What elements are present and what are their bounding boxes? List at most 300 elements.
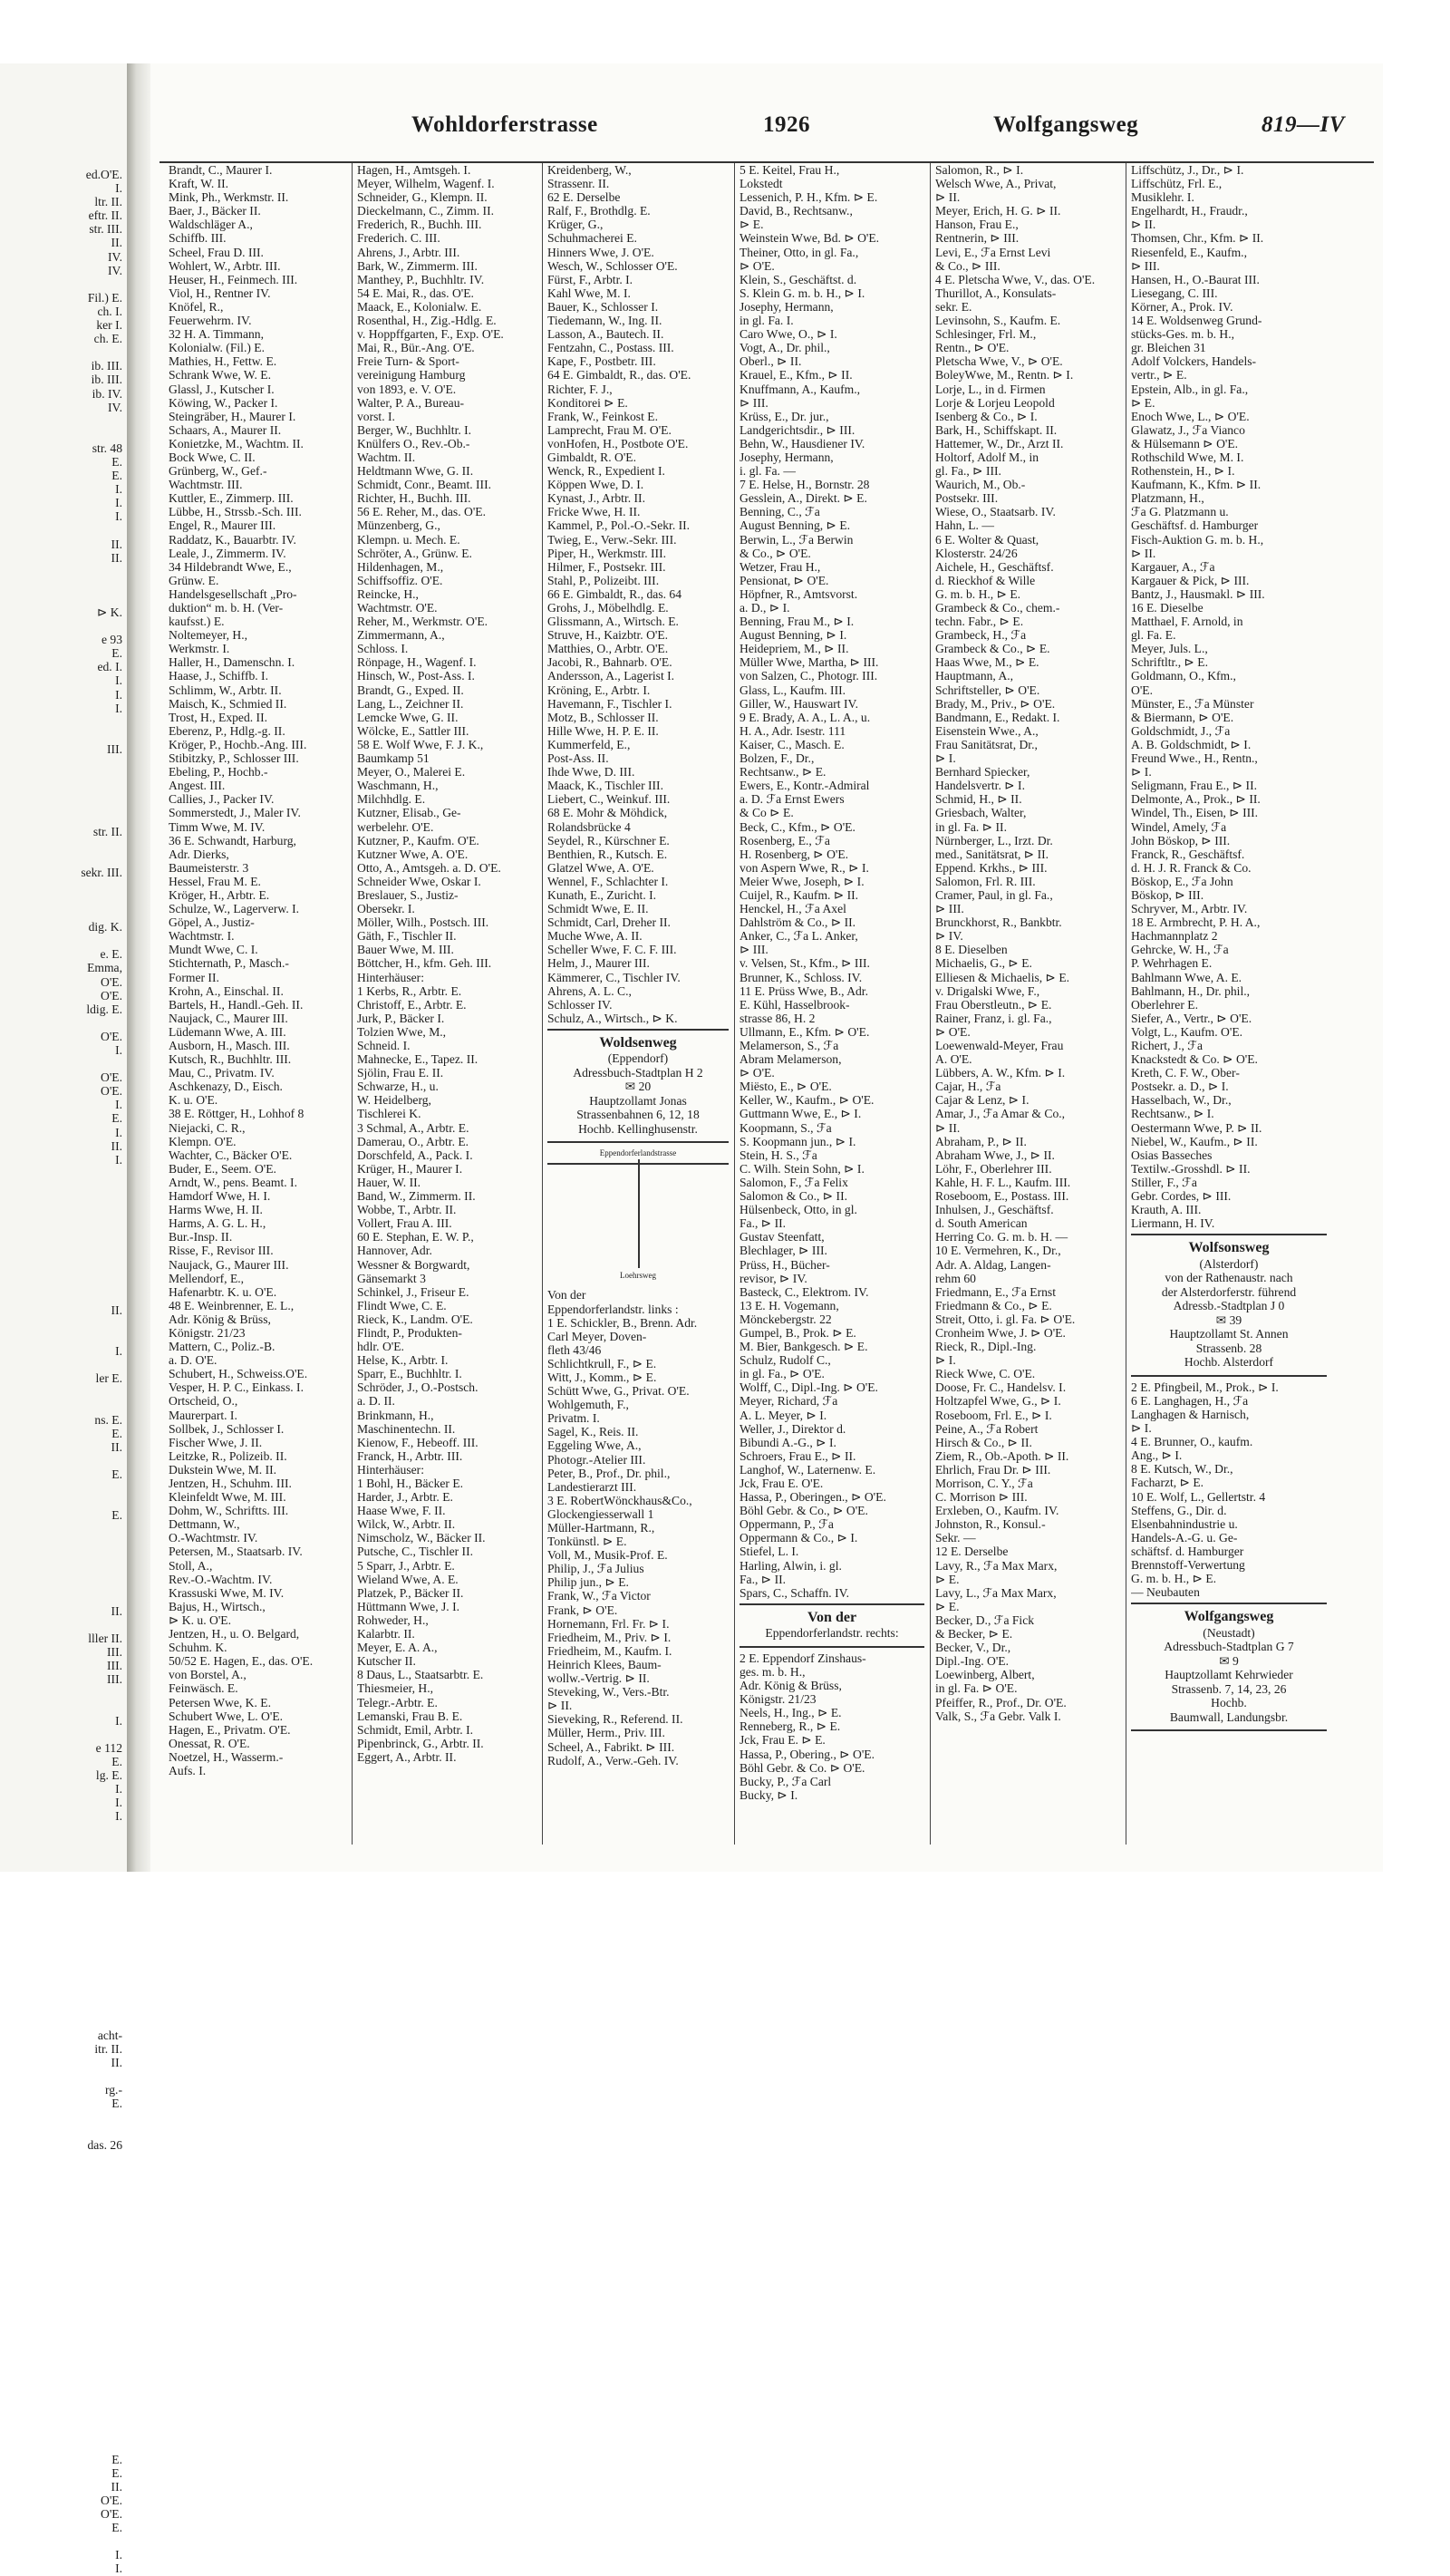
fragment-line: ed.O'E. [85,168,122,181]
directory-entry-line: Platzmann, H., [1131,491,1204,506]
directory-entry-line: Weller, J., Direktor d. [740,1421,846,1436]
directory-entry-line: Flindt, P., Produkten- [357,1325,462,1340]
directory-entry-line: Höpfner, R., Amtsvorst. [740,586,858,601]
directory-entry-line: Neels, H., Ing., ⊳ E. [740,1706,842,1720]
directory-entry-line: Nürnberger, L., Irzt. Dr. [935,833,1053,847]
fragment-line: E. [111,1508,122,1523]
fragment-line [0,1960,125,1973]
directory-entry-line: Bucky, P., ℱa Carl [740,1774,832,1788]
directory-entry-line: Lavy, R., ℱa Max Marx, [935,1558,1058,1573]
fragment-line: II. [111,2055,122,2069]
directory-entry-line: Meyer, Erich, H. G. ⊳ II. [935,204,1061,218]
fragment-line: E. [111,1426,122,1440]
directory-entry-line: Theiner, Otto, in gl. Fa., [740,245,859,259]
directory-entry-line: Haas Wwe, M., ⊳ E. [935,655,1039,670]
directory-entry-line: Frau Oberstleutn., ⊳ E. [935,997,1052,1012]
directory-entry-line: S. Koopmann jun., ⊳ I. [740,1134,856,1148]
directory-entry-line: Lavy, L., ℱa Max Marx, [935,1585,1057,1600]
fragment-line [0,2289,125,2302]
directory-entry-line: Rentnerin, ⊳ III. [935,231,1020,246]
directory-entry-line: ges. m. b. H., [740,1664,806,1679]
directory-entry-line: Lokstedt [740,177,783,191]
directory-entry-line: Former II. [169,970,219,984]
directory-entry-line: Lessenich, P. H., Kfm. ⊳ E. [740,190,878,205]
directory-entry-line: Sieveking, R., Referend. II. [547,1712,683,1727]
directory-entry-line: 3 E. RobertWönckhaus&Co., [547,1493,692,1507]
directory-entry-line: August Benning, ⊳ E. [740,518,851,533]
fragment-line [0,1823,125,1836]
fragment-line: II. [111,236,122,250]
directory-entry-line: Hinterhäuser: [357,970,424,984]
directory-entry-line: Meyer, Juls. L., [1131,642,1208,656]
directory-entry-line: Konditorei ⊳ E. [547,395,628,410]
directory-entry-line: Bark, H., Schiffskapt. II. [935,422,1058,437]
directory-entry-line: Bark, W., Zimmerm. III. [357,258,478,273]
fragment-line [0,2220,125,2233]
fragment-line [0,1932,125,1946]
directory-entry-line: Wetzer, Frau H., [740,559,821,574]
directory-entry-line: Manthey, P., Buchhltr. IV. [357,272,485,286]
fragment-line [0,2343,125,2357]
directory-entry-line: Feuerwehrm. IV. [169,314,252,328]
directory-entry-line: Glawatz, J., ℱa Vianco [1131,422,1245,437]
directory-entry-line: Reher, M., Werkmstr. O'E. [357,615,488,629]
directory-entry-line: 8 E. Dieselben [935,943,1008,957]
directory-entry-line: Salomon & Co., ⊳ II. [740,1189,848,1204]
fragment-line: II. [111,1439,122,1454]
directory-entry-line: Wesch, W., Schlosser O'E. [547,258,678,273]
directory-entry-line: O.-Wachtmstr. IV. [169,1531,258,1545]
directory-entry-line: v. Velsen, St., Kfm., ⊳ III. [740,956,870,971]
directory-entry-line: Callies, J., Packer IV. [169,792,275,807]
directory-entry-line: a. D. II. [357,1394,395,1409]
directory-entry-line: Spars, C., Schaffn. IV. [740,1585,850,1600]
directory-entry-line: Adr. König & Brüss, [169,1312,271,1326]
directory-entry-line: a. D. O'E. [169,1353,218,1368]
directory-entry-line: Herring Co. G. m. b. H. — [935,1230,1068,1244]
fragment-line: E. [111,454,122,469]
fragment-line [0,1973,125,1987]
fragment-line: I. [115,1098,122,1112]
directory-entry-line: Wölcke, E., Sattler III. [357,723,469,738]
directory-entry-line: Benning, C., ℱa [740,505,820,519]
directory-entry-line: 1 Bohl, H., Bäcker E. [357,1477,464,1490]
directory-entry-line: Jentzen, H., Schuhm. III. [169,1477,292,1490]
directory-entry-line: Stiefel, L. I. [740,1545,799,1559]
directory-entry-line: ⊳ III. [1131,258,1160,273]
directory-entry-line: 66 E. Gimbaldt, R., das. 64 [547,586,682,601]
directory-entry-line: Rieck, R., Dipl.-Ing. [935,1340,1037,1354]
street-section-info: Strassenb. 7, 14, 23, 26 [1171,1681,1287,1696]
directory-entry-line: Böttcher, H., kfm. Geh. III. [357,956,492,971]
directory-entry-line: Cronheim Wwe, J. ⊳ O'E. [935,1325,1066,1340]
fragment-line: sekr. III. [81,865,122,879]
directory-entry-line: Niebel, W., Kaufm., ⊳ II. [1131,1134,1258,1148]
directory-entry-line: Bantz, J., Hausmakl. ⊳ III. [1131,586,1265,601]
directory-entry-line: Krassuski Wwe, M. IV. [169,1585,285,1600]
fragment-line [0,345,125,359]
directory-entry-line: Handelsvertr. ⊳ I. [935,779,1025,793]
directory-entry-line: Friedmann & Co., ⊳ E. [935,1298,1052,1312]
directory-entry-line: Breslauer, S., Justiz- [357,887,459,902]
directory-entry-line: Münster, E., ℱa Münster [1131,696,1254,711]
fragment-line: I. [115,1809,122,1824]
directory-entry-line: Oberl., ⊳ II. [740,354,802,369]
directory-entry-line: Langhagen & Harnisch, [1131,1408,1250,1421]
directory-entry-line: Maschinentechn. II. [357,1421,456,1436]
street-section-info: der Alsterdorferstr. führend [1161,1284,1297,1299]
directory-entry-line: 6 E. Langhagen, H., ℱa [1131,1393,1249,1408]
directory-entry-line: Jck, Frau E. O'E. [740,1477,824,1490]
directory-entry-line: vertr., ⊳ E. [1131,368,1187,383]
directory-entry-line: 16 E. Dieselbe [1131,601,1204,615]
directory-entry-line: Ahrens, A. L. C., [547,983,632,998]
directory-entry-line: Gänsemarkt 3 [357,1271,426,1285]
directory-entry-line: Cajar & Lenz, ⊳ I. [935,1093,1030,1108]
directory-entry-line: Werkmstr. I. [169,642,230,656]
directory-entry-line: Sagel, K., Reis. II. [547,1425,639,1439]
directory-entry-line: Viol, H., Rentner IV. [169,286,271,300]
directory-entry-line: Hauer, W. II. [357,1175,421,1189]
directory-entry-line: Josephy, Hermann, [740,299,834,314]
directory-entry-line: John Böskop, ⊳ III. [1131,833,1231,847]
fragment-line [0,2152,125,2165]
directory-entry-line: Glissmann, A., Wirtsch. E. [547,615,679,629]
directory-entry-line: Schinkel, J., Friseur E. [357,1284,469,1299]
directory-entry-line: Zimmermann, A., [357,628,445,643]
fragment-line: I. [115,1152,122,1167]
fragment-line [0,1577,125,1591]
directory-entry-line: Schubert Wwe, L. O'E. [169,1709,284,1723]
directory-entry-line: Stahl, P., Polizeibt. III. [547,573,660,587]
directory-entry-line: Richter, H., Buchh. III. [357,491,471,506]
directory-entry-line: Wachtmstr. III. [169,478,243,492]
street-section-header [1131,1234,1327,1377]
directory-entry-line: Epstein, Alb., in gl. Fa., [1131,382,1249,396]
directory-entry-line: Voll, M., Musik-Prof. E. [547,1548,668,1563]
directory-entry-line: Helm, J., Maurer III. [547,956,650,971]
fragment-line [0,2274,125,2288]
directory-entry-line: Vogt, A., Dr. phil., [740,341,830,355]
fragment-line: I. [115,509,122,524]
directory-entry-line: Piper, H., Werkmstr. III. [547,546,667,560]
directory-entry-line: strasse 86, H. 2 [740,1011,816,1025]
directory-entry-line: Aichele, H., Geschäftsf. [935,559,1054,574]
directory-entry-line: Schmidt Wwe, E. II. [547,902,649,916]
directory-entry-line: Hassa, P., Oberingen., ⊳ O'E. [740,1490,886,1505]
fragment-line [0,2069,125,2083]
directory-column-2 [357,163,536,1845]
fragment-line [0,893,125,906]
directory-entry-line: ⊳ II. [547,1699,573,1713]
directory-entry-line: Windel, Amely, ℱa [1131,819,1227,834]
street-section-info: ✉ 20 [624,1080,652,1094]
fragment-line: lg. E. [95,1767,122,1782]
directory-entry-line: Brady, M., Priv., ⊳ O'E. [935,696,1056,711]
directory-entry-line: Kutzner, P., Kaufm. O'E. [357,833,479,847]
fragment-line: O'E. [101,988,122,1002]
directory-entry-line: 54 E. Mai, R., das. O'E. [357,286,474,300]
directory-entry-line: Schloss. I. [357,642,409,656]
directory-entry-line: Handels-A.-G. u. Ge- [1131,1530,1238,1545]
directory-entry-line: Glassl, J., Kutscher I. [169,382,275,396]
fragment-line [0,1851,125,1864]
fragment-line [0,619,125,633]
street-section-info: Strassenb. 28 [1195,1341,1262,1355]
directory-entry-line: Josephy, Hermann, [740,450,834,464]
fragment-line: E. [111,469,122,483]
directory-entry-line: Hanson, Frau E., [935,218,1019,232]
directory-entry-line: 5 Sparr, J., Arbtr. E. [357,1558,455,1573]
directory-entry-line: Twieg, E., Verw.-Sekr. III. [547,532,677,547]
directory-entry-line: hdlr. O'E. [357,1340,404,1354]
directory-entry-line: ⊳ III. [935,902,964,916]
directory-entry-line: Grambeck, H., ℱa [935,628,1027,643]
directory-entry-line: 8 E. Kutsch, W., Dr., [1131,1462,1233,1477]
fragment-line [0,2425,125,2438]
street-section-info: Adressb.-Stadtplan J 0 [1173,1299,1285,1313]
directory-entry-line: Textilw.-Grosshdl. ⊳ II. [1131,1161,1251,1176]
directory-entry-line: Königstr. 21/23 [169,1325,246,1340]
directory-entry-line: Harms, A. G. L. H., [169,1216,266,1231]
fragment-line: I. [115,673,122,688]
directory-entry-line: Mönckebergstr. 22 [740,1312,832,1326]
directory-entry-line: Eggeling Wwe, A., [547,1438,642,1453]
directory-entry-line: Frank, W., Feinkost E. [547,409,658,423]
directory-entry-line: Petersen Wwe, K. E. [169,1695,271,1709]
directory-entry-line: ⊳ II. [1131,218,1156,232]
directory-entry-line: Knuffmann, A., Kaufm., [740,382,861,396]
fragment-line: I. [115,687,122,702]
fragment-line [0,1167,125,1180]
directory-entry-line: Schmidt, Carl, Dreher II. [547,915,671,930]
directory-entry-line: Kaiser, C., Masch. E. [740,737,845,751]
directory-entry-line: 3 Schmal, A., Arbtr. E. [357,1120,469,1135]
directory-entry-line: Welsch Wwe, A., Privat, [935,177,1057,191]
directory-entry-line: Leale, J., Zimmerm. IV. [169,546,286,560]
directory-entry-line: Richert, J., ℱa [1131,1039,1204,1052]
fragment-line: I. [115,496,122,510]
fragment-line: ed. I. [97,660,122,674]
directory-entry-line: Ang., ⊳ I. [1131,1448,1183,1463]
directory-entry-line: Adr. König & Brüss, [740,1679,842,1693]
directory-entry-line: Kutsch, R., Buchhltr. III. [169,1052,292,1067]
directory-entry-line: Hilmer, F., Postsekr. III. [547,559,666,574]
fragment-line: II. [111,537,122,551]
fragment-line: e. E. [100,947,122,962]
directory-entry-line: d. Rieckhof & Wille [935,573,1036,587]
directory-entry-line: 9 E. Brady, A. A., L. A., u. [740,710,871,724]
fragment-line: ldig. E. [86,1002,122,1016]
directory-entry-line: Kreidenberg, W., [547,163,632,177]
fragment-line: I. [115,1043,122,1057]
directory-entry-line: Wachtmstr. I. [169,929,235,944]
directory-entry-line: Eppend. Krkhs., ⊳ III. [935,860,1048,875]
directory-entry-line: Amar, J., ℱa Amar & Co., [935,1107,1066,1121]
directory-entry-line: Rainer, Franz, i. gl. Fa., [935,1011,1052,1025]
directory-entry-line: Kalarbtr. II. [357,1627,415,1641]
directory-entry-line: Basteck, C., Elektrom. IV. [740,1284,869,1299]
fragment-line: acht- [97,2028,122,2042]
directory-entry-line: Schulze, W., Lagerverw. I. [169,902,300,916]
fragment-line [0,414,125,428]
directory-entry-line: v. Drigalski Wwe, F., [935,983,1040,998]
directory-entry-line: A. O'E. [935,1052,972,1067]
map-label-bottom: Loehrsweg [620,1271,656,1281]
directory-entry-line: Noetzel, H., Wasserm.- [169,1749,284,1764]
fragment-line [0,2165,125,2179]
directory-entry-line: ⊳ I. [1131,1421,1152,1436]
directory-entry-line: Valk, S., ℱa Gebr. Valk I. [935,1709,1061,1723]
directory-entry-line: ⊳ E. [740,218,764,232]
directory-entry-line: Sollbek, J., Schlosser I. [169,1421,285,1436]
directory-entry-line: — Neubauten [1131,1585,1200,1600]
fragment-line: ltr. II. [94,195,122,209]
fragment-line [0,1892,125,1905]
directory-entry-line: werbelehr. O'E. [357,819,434,834]
directory-entry-line: Helse, K., Arbtr. I. [357,1353,449,1368]
directory-entry-line: rehm 60 [935,1271,976,1285]
fragment-line [0,1207,125,1221]
directory-entry-line: Haase, J., Schiffb. I. [169,669,268,683]
fragment-line [0,2193,125,2206]
directory-entry-line: Bartels, H., Handl.-Geh. II. [169,997,304,1012]
directory-entry-line: Photogr.-Atelier III. [547,1452,646,1467]
map-street-line [638,1159,640,1268]
street-section-info: (Alsterdorf) [1199,1256,1259,1271]
directory-entry-line: Griesbach, Walter, [935,806,1027,820]
directory-entry-line: Maisch, K., Schmied II. [169,696,287,711]
directory-entry-line: Bucky, ⊳ I. [740,1787,798,1802]
header-year: 1926 [763,112,810,137]
directory-entry-line: Morrison, C. Y., ℱa [935,1477,1033,1490]
directory-entry-line: Kutscher II. [357,1654,416,1669]
directory-entry-line: Isenberg & Co., ⊳ I. [935,409,1038,423]
directory-entry-line: Mathies, H., Fettw. E. [169,354,277,369]
fragment-line: IV. [108,263,122,277]
directory-entry-line: Timm Wwe, M. IV. [169,819,266,834]
directory-entry-line: Stoll, A., [169,1558,213,1573]
directory-entry-line: Oppermann, P., ℱa [740,1517,834,1532]
directory-entry-line: Mahnecke, E., Tapez. II. [357,1052,478,1067]
directory-entry-line: 36 E. Schwandt, Harburg, [169,833,296,847]
fragment-line [0,2302,125,2316]
directory-entry-line: Damerau, O., Arbtr. E. [357,1134,469,1148]
directory-entry-line: Schlimm, W., Arbtr. II. [169,683,282,697]
directory-entry-line: Ewers, E., Kontr.-Admiral [740,779,870,793]
directory-entry-line: Schwarze, H., u. [357,1080,439,1094]
fragment-line: e 112 [95,1740,122,1755]
directory-entry-line: gl. Fa., ⊳ III. [935,464,1001,479]
directory-entry-line: von 1893, e. V. O'E. [357,382,457,396]
directory-entry-line: Michaelis, G., ⊳ E. [935,956,1032,971]
directory-entry-line: Bahlmann Wwe, A. E. [1131,970,1242,984]
directory-entry-line: Platzek, P., Bäcker II. [357,1585,464,1600]
header-page-number: 819—IV [1262,112,1345,137]
directory-entry-line: Thiesmeier, H., [357,1681,434,1696]
directory-entry-line: 58 E. Wolf Wwe, F. J. K., [357,737,484,751]
directory-entry-line: Hahn, L. — [935,518,994,533]
directory-column-1 [169,163,346,1845]
directory-entry-line: Grünw. E. [169,573,219,587]
fragment-line [0,783,125,797]
directory-entry-line: Kammel, P., Pol.-O.-Sekr. II. [547,518,691,533]
directory-entry-line: Schrank Wwe, W. E. [169,368,272,383]
fragment-line [0,2384,125,2397]
directory-entry-line: Bandmann, E., Redakt. I. [935,710,1060,724]
fragment-line [0,1221,125,1235]
fragment-line [0,2206,125,2220]
directory-entry-line: 8 Daus, L., Staatsarbtr. E. [357,1668,484,1682]
directory-entry-line: 1 E. Schickler, B., Brenn. Adr. [547,1315,698,1330]
fragment-line [0,1454,125,1467]
directory-entry-line: 64 E. Gimbaldt, R., das. O'E. [547,368,691,383]
directory-entry-line: Ausborn, H., Masch. III. [169,1039,290,1052]
directory-entry-line: Weinstein Wwe, Bd. ⊳ O'E. [740,231,880,246]
directory-entry-line: Schneid. I. [357,1039,411,1052]
directory-entry-line: Gäth, F., Tischler II. [357,929,457,944]
fragment-line [0,1290,125,1303]
directory-entry-line: Liffschütz, J., Dr., ⊳ I. [1131,163,1244,177]
directory-entry-line: Grünberg, W., Gef.- [169,464,267,479]
directory-entry-line: Holtorf, Adolf M., in [935,450,1039,464]
directory-entry-line: Berger, W., Buchhltr. I. [357,422,472,437]
directory-entry-line: Böskop, E., ℱa John [1131,874,1233,888]
directory-entry-line: Geschäftsf. d. Hamburger [1131,518,1259,533]
directory-entry-line: & Hülsemann ⊳ O'E. [1131,436,1239,450]
directory-entry-line: med., Sanitätsrat, ⊳ II. [935,847,1049,861]
directory-entry-line: Risse, F., Revisor III. [169,1244,274,1258]
directory-entry-line: Dukstein Wwe, M. II. [169,1462,277,1477]
directory-entry-line: Pipenbrinck, G., Arbtr. II. [357,1736,484,1750]
directory-entry-line: Hille Wwe, H. P. E. II. [547,723,659,738]
directory-entry-line: Tonkünstl. ⊳ E. [547,1535,627,1549]
directory-entry-line: Rev.-O.-Wachtm. IV. [169,1572,273,1586]
directory-entry-line: Knackstedt & Co. ⊳ O'E. [1131,1052,1258,1067]
directory-entry-line: Matthael, F. Arnold, in [1131,615,1243,629]
directory-entry-line: Schlosser IV. [547,997,613,1012]
fragment-line [0,2329,125,2343]
directory-entry-line: in gl. Fa. ⊳ O'E. [935,1681,1018,1696]
directory-entry-line: Kahle, H. F. L., Kaufm. III. [935,1175,1071,1189]
directory-entry-line: Schiffb. III. [169,231,227,246]
fragment-line [0,2124,125,2137]
directory-entry-line: 1 Kerbs, R., Arbtr. E. [357,983,462,998]
directory-entry-line: Abram Melamerson, [740,1052,842,1067]
directory-entry-line: H. Rosenberg, ⊳ O'E. [740,847,849,861]
directory-entry-line: Scheller Wwe, F. C. F. III. [547,943,677,957]
directory-entry-line: Frederich, R., Buchh. III. [357,218,482,232]
directory-entry-line: vereinigung Hamburg [357,368,466,383]
directory-entry-line: Engel, R., Maurer III. [169,518,276,533]
fragment-line [0,934,125,947]
directory-entry-line: Pfeiffer, R., Prof., Dr. O'E. [935,1695,1067,1709]
fragment-line [0,1180,125,1194]
directory-entry-line: Hinners Wwe, J. O'E. [547,245,654,259]
directory-entry-line: Stiller, F., ℱa [1131,1175,1197,1189]
directory-column-3 [547,163,729,1845]
directory-entry-line: Ebeling, P., Hochb.- [169,765,268,780]
directory-entry-line: ⊳ IV. [935,929,963,944]
directory-entry-line: Rechtsanw., ⊳ I. [1131,1107,1214,1121]
directory-entry-line: Ullmann, E., Kfm. ⊳ O'E. [740,1024,870,1039]
directory-entry-line: Post-Ass. II. [547,751,609,766]
map-label-top: Eppendorferlandstrasse [547,1147,729,1164]
directory-entry-line: Grohs, J., Möbelhdlg. E. [547,601,669,615]
directory-entry-line: Mink, Ph., Werkmstr. II. [169,190,289,205]
directory-entry-line: Abraham, P., ⊳ II. [935,1134,1027,1148]
directory-entry-line: Langhof, W., Laternenw. E. [740,1462,876,1477]
